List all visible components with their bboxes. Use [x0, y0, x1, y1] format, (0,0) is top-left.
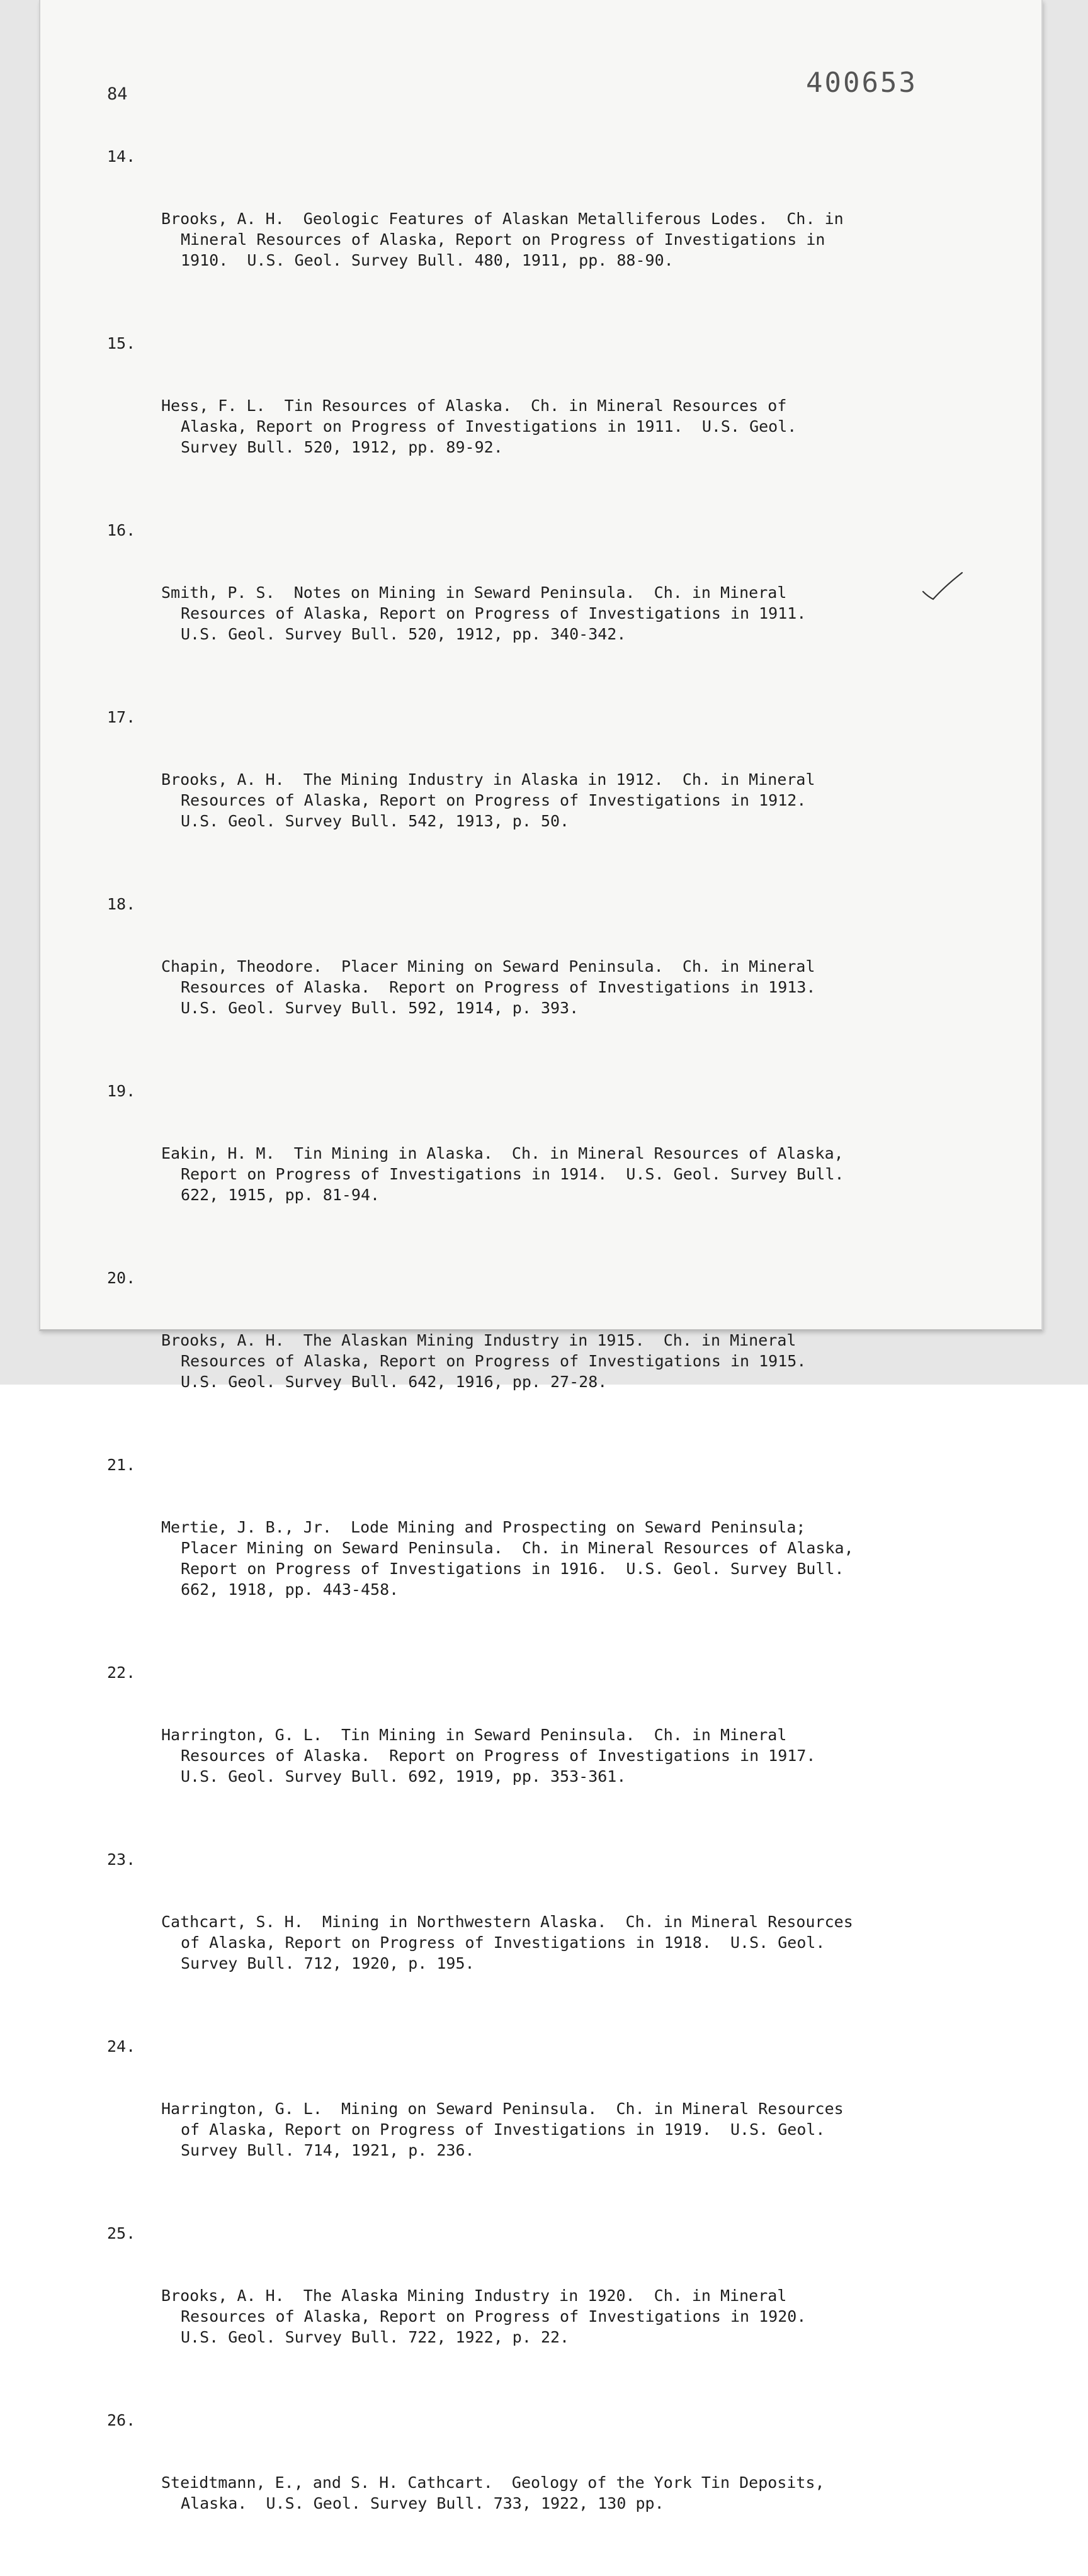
- reference-number: 26.: [107, 2411, 136, 2429]
- reference-number: 14.: [107, 147, 136, 166]
- reference-number: 21.: [107, 1456, 136, 1474]
- reference-line: U.S. Geol. Survey Bull. 692, 1919, pp. 353-361.: [181, 1767, 626, 1786]
- reference-line: Harrington, G. L. Mining on Seward Peninsula. Ch. in Mineral Resources: [161, 2100, 844, 2118]
- reference-item: [107, 1454, 951, 1641]
- reference-number: 16.: [107, 521, 136, 539]
- reference-line: Resources of Alaska, Report on Progress of Investigations in 1915.: [181, 1352, 807, 1370]
- reference-text: [161, 2285, 951, 2348]
- reference-text: [161, 582, 951, 644]
- reference-line: Brooks, A. H. The Mining Industry in Alaska in 1912. Ch. in Mineral: [161, 770, 815, 789]
- reference-line: Report on Progress of Investigations in 1914. U.S. Geol. Survey Bull.: [181, 1165, 844, 1183]
- reference-text: [161, 1517, 951, 1600]
- reference-item: [107, 520, 951, 686]
- reference-line: Hess, F. L. Tin Resources of Alaska. Ch. in Mineral Resources of: [161, 397, 787, 415]
- reference-number: 24.: [107, 2037, 136, 2056]
- reference-line: Survey Bull. 712, 1920, p. 195.: [181, 1954, 475, 1972]
- reference-line: Resources of Alaska, Report on Progress of Investigations in 1912.: [181, 791, 807, 809]
- reference-line: Harrington, G. L. Tin Mining in Seward Peninsula. Ch. in Mineral: [161, 1726, 787, 1744]
- reference-item: [107, 894, 951, 1060]
- reference-text: [161, 1911, 951, 1974]
- reference-line: Survey Bull. 520, 1912, pp. 89-92.: [181, 438, 503, 456]
- reference-text: [161, 769, 951, 831]
- reference-line: 1910. U.S. Geol. Survey Bull. 480, 1911, pp. 88-90.: [181, 251, 674, 269]
- handwritten-checkmark-icon: [921, 568, 965, 605]
- reference-text: [161, 2472, 951, 2514]
- reference-number: 17.: [107, 708, 136, 726]
- reference-number: 25.: [107, 2224, 136, 2242]
- reference-number: 22.: [107, 1663, 136, 1682]
- reference-line: Alaska, Report on Progress of Investigations in 1911. U.S. Geol.: [181, 417, 797, 436]
- reference-list: [107, 146, 951, 2576]
- reference-line: U.S. Geol. Survey Bull. 592, 1914, p. 393.: [181, 999, 579, 1017]
- reference-line: Brooks, A. H. The Alaska Mining Industry in 1920. Ch. in Mineral: [161, 2286, 787, 2305]
- reference-line: Eakin, H. M. Tin Mining in Alaska. Ch. in Mineral Resources of Alaska,: [161, 1144, 844, 1162]
- reference-item: [107, 1849, 951, 2015]
- reference-line: Resources of Alaska, Report on Progress of Investigations in 1911.: [181, 604, 807, 622]
- reference-number: 20.: [107, 1269, 136, 1287]
- reference-line: 662, 1918, pp. 443-458.: [181, 1580, 399, 1599]
- reference-item: [107, 146, 951, 312]
- reference-text: [161, 1330, 951, 1392]
- reference-item: [107, 2036, 951, 2202]
- reference-line: Mertie, J. B., Jr. Lode Mining and Prospecting on Seward Peninsula;: [161, 1518, 806, 1536]
- reference-number: 23.: [107, 1850, 136, 1869]
- reference-line: U.S. Geol. Survey Bull. 642, 1916, pp. 27-28.: [181, 1373, 608, 1391]
- reference-line: Resources of Alaska. Report on Progress of Investigations in 1917.: [181, 1746, 816, 1765]
- reference-item: [107, 1081, 951, 1247]
- reference-line: U.S. Geol. Survey Bull. 722, 1922, p. 22.: [181, 2328, 570, 2346]
- reference-line: Steidtmann, E., and S. H. Cathcart. Geology of the York Tin Deposits,: [161, 2473, 825, 2492]
- reference-item: [107, 2223, 951, 2389]
- reference-item: [107, 1662, 951, 1828]
- reference-text: [161, 395, 951, 458]
- reference-line: Smith, P. S. Notes on Mining in Seward Peninsula. Ch. in Mineral: [161, 583, 787, 602]
- reference-line: Resources of Alaska. Report on Progress of Investigations in 1913.: [181, 978, 816, 996]
- reference-line: Chapin, Theodore. Placer Mining on Seward Peninsula. Ch. in Mineral: [161, 957, 815, 976]
- reference-line: of Alaska, Report on Progress of Investigations in 1918. U.S. Geol.: [181, 1933, 825, 1952]
- reference-item: [107, 707, 951, 873]
- reference-text: [161, 2098, 951, 2161]
- reference-item: [107, 1268, 951, 1434]
- document-stamp-number: 400653: [806, 67, 917, 99]
- reference-line: Report on Progress of Investigations in 1916. U.S. Geol. Survey Bull.: [181, 1560, 844, 1578]
- reference-line: U.S. Geol. Survey Bull. 520, 1912, pp. 340-342.: [181, 625, 626, 643]
- reference-line: U.S. Geol. Survey Bull. 542, 1913, p. 50.: [181, 812, 570, 830]
- reference-text: [161, 1724, 951, 1787]
- reference-line: Resources of Alaska, Report on Progress of Investigations in 1920.: [181, 2307, 807, 2326]
- reference-line: Survey Bull. 714, 1921, p. 236.: [181, 2141, 475, 2159]
- reference-number: 15.: [107, 334, 136, 352]
- reference-line: Placer Mining on Seward Peninsula. Ch. in Mineral Resources of Alaska,: [181, 1539, 854, 1557]
- reference-line: Brooks, A. H. Geologic Features of Alaskan Metalliferous Lodes. Ch. in: [161, 210, 844, 228]
- reference-item: [107, 333, 951, 499]
- reference-text: [161, 208, 951, 271]
- reference-line: of Alaska, Report on Progress of Investigations in 1919. U.S. Geol.: [181, 2120, 825, 2139]
- reference-line: Mineral Resources of Alaska, Report on Progress of Investigations in: [181, 230, 825, 249]
- reference-line: Brooks, A. H. The Alaskan Mining Industry in 1915. Ch. in Mineral: [161, 1331, 796, 1349]
- page-number: 84: [107, 84, 128, 104]
- reference-text: [161, 1143, 951, 1205]
- reference-number: 19.: [107, 1082, 136, 1100]
- reference-item: [107, 2410, 951, 2555]
- reference-number: 18.: [107, 895, 136, 913]
- reference-text: [161, 956, 951, 1018]
- reference-line: Alaska. U.S. Geol. Survey Bull. 733, 1922, 130 pp.: [181, 2494, 664, 2512]
- reference-line: 622, 1915, pp. 81-94.: [181, 1186, 380, 1204]
- reference-line: Cathcart, S. H. Mining in Northwestern Alaska. Ch. in Mineral Resources: [161, 1913, 853, 1931]
